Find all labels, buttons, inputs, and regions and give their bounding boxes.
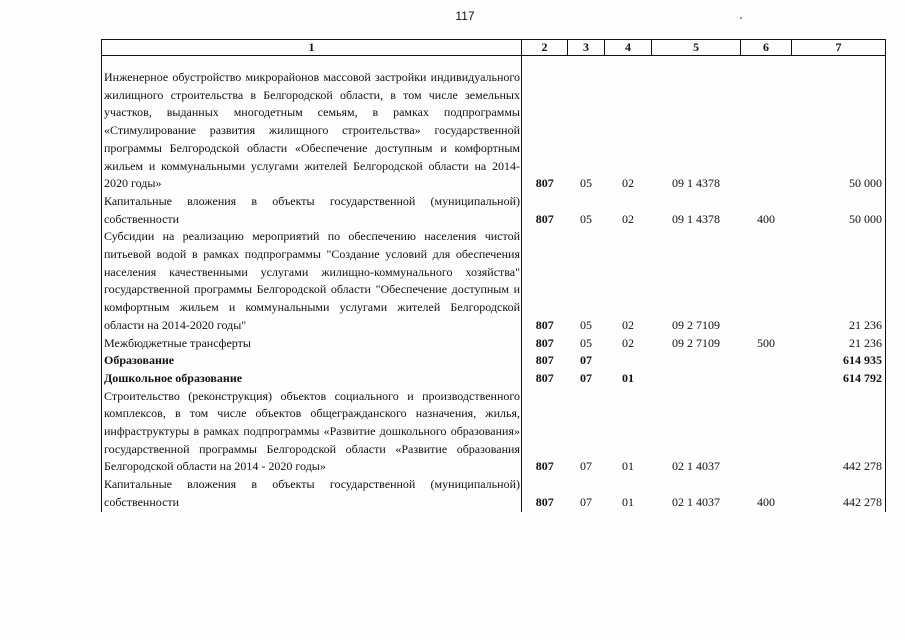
row-target: 02 1 4037	[672, 494, 720, 509]
row-name: Межбюджетные трансферты	[102, 335, 522, 353]
row-name: Субсидии на реализацию мероприятий по обеспечению населения чистой питьевой водой в рамках подпрограммы "Создание условий для обеспечения населения качественными услугами жилищно-коммунального хозяйства" государственной программы Белгородской области "Обеспечение доступным и комфортным жильем и коммунальными услугами жителей Белгородской области на 2014-2020 годы"	[102, 228, 522, 334]
table-row	[102, 69, 886, 193]
table-row	[102, 193, 886, 228]
header-col-6: 6	[741, 40, 792, 56]
spacer-row	[102, 56, 886, 70]
row-amount: 21 236	[792, 335, 886, 353]
row-section: 07	[580, 353, 592, 368]
row-expense-type: 400	[757, 494, 775, 509]
header-col-2: 2	[522, 40, 568, 56]
header-col-5: 5	[652, 40, 741, 56]
row-ministry: 807	[535, 459, 554, 474]
row-section: 07	[580, 370, 592, 385]
header-col-3: 3	[568, 40, 605, 56]
row-expense-type	[741, 228, 792, 334]
row-name: Образование	[102, 352, 522, 370]
row-name: Инженерное обустройство микрорайонов массовой застройки индивидуального жилищного строительства в Белгородской области, в том числе земельных участков, выданных многодетным семьям, в рамках подпрограммы «Стимулирование развития жилищного строительства» государственной программы Белгородской области «Обеспечение доступным и комфортным жильем и коммунальными услугами жителей Белгородской области на 2014-2020 годы»	[102, 69, 522, 193]
row-section: 07	[580, 459, 592, 474]
table-row-section-heading	[102, 352, 886, 370]
row-ministry: 807	[535, 176, 554, 191]
row-subsection: 02	[622, 335, 634, 350]
row-expense-type	[741, 69, 792, 193]
row-name: Строительство (реконструкция) объектов социального и производственного комплексов, в том числе объектов общегражданского назначения, жилья, инфраструктуры в рамках подпрограммы «Развитие дошкольного образования» государственной программы Белгородской области «Развитие образования Белгородской области на 2014 - 2020 годы»	[102, 388, 522, 477]
row-target: 09 1 4378	[672, 176, 720, 191]
row-amount: 21 236	[792, 228, 886, 334]
row-section: 05	[580, 176, 592, 191]
table-row	[102, 476, 886, 511]
row-name: Капитальные вложения в объекты государственной (муниципальной) собственности	[102, 193, 522, 228]
row-subsection: 01	[622, 370, 634, 385]
row-section: 05	[580, 317, 592, 332]
row-name: Дошкольное образование	[102, 370, 522, 388]
row-expense-type	[741, 370, 792, 388]
row-expense-type: 500	[757, 335, 775, 350]
row-ministry: 807	[535, 370, 554, 385]
table-row-subsection-heading	[102, 370, 886, 388]
budget-table-container	[101, 39, 886, 512]
table-row	[102, 228, 886, 334]
row-ministry: 807	[535, 335, 554, 350]
row-amount: 50 000	[792, 69, 886, 193]
row-target: 09 1 4378	[672, 211, 720, 226]
header-col-1: 1	[102, 40, 522, 56]
row-ministry: 807	[535, 317, 554, 332]
row-section: 05	[580, 211, 592, 226]
row-ministry: 807	[535, 211, 554, 226]
row-amount: 614 935	[792, 352, 886, 370]
row-amount: 614 792	[792, 370, 886, 388]
row-ministry: 807	[535, 353, 554, 368]
scan-speck	[740, 17, 742, 19]
row-target: 09 2 7109	[672, 335, 720, 350]
budget-table	[101, 39, 886, 512]
page-number: 117	[455, 9, 475, 23]
header-col-7: 7	[792, 40, 886, 56]
row-subsection: 02	[622, 211, 634, 226]
row-amount: 50 000	[792, 193, 886, 228]
row-subsection: 02	[622, 176, 634, 191]
row-section: 07	[580, 494, 592, 509]
row-target: 02 1 4037	[672, 459, 720, 474]
row-expense-type	[741, 352, 792, 370]
table-row	[102, 388, 886, 477]
header-row	[102, 40, 886, 56]
row-subsection	[605, 352, 652, 370]
header-col-4: 4	[605, 40, 652, 56]
row-subsection: 02	[622, 317, 634, 332]
row-target	[652, 370, 741, 388]
row-target	[652, 352, 741, 370]
row-expense-type: 400	[757, 211, 775, 226]
row-expense-type	[741, 388, 792, 477]
row-ministry: 807	[535, 494, 554, 509]
row-subsection: 01	[622, 459, 634, 474]
row-amount: 442 278	[792, 388, 886, 477]
row-target: 09 2 7109	[672, 317, 720, 332]
row-name: Капитальные вложения в объекты государственной (муниципальной) собственности	[102, 476, 522, 511]
row-subsection: 01	[622, 494, 634, 509]
table-row	[102, 335, 886, 353]
row-amount: 442 278	[792, 476, 886, 511]
row-section: 05	[580, 335, 592, 350]
